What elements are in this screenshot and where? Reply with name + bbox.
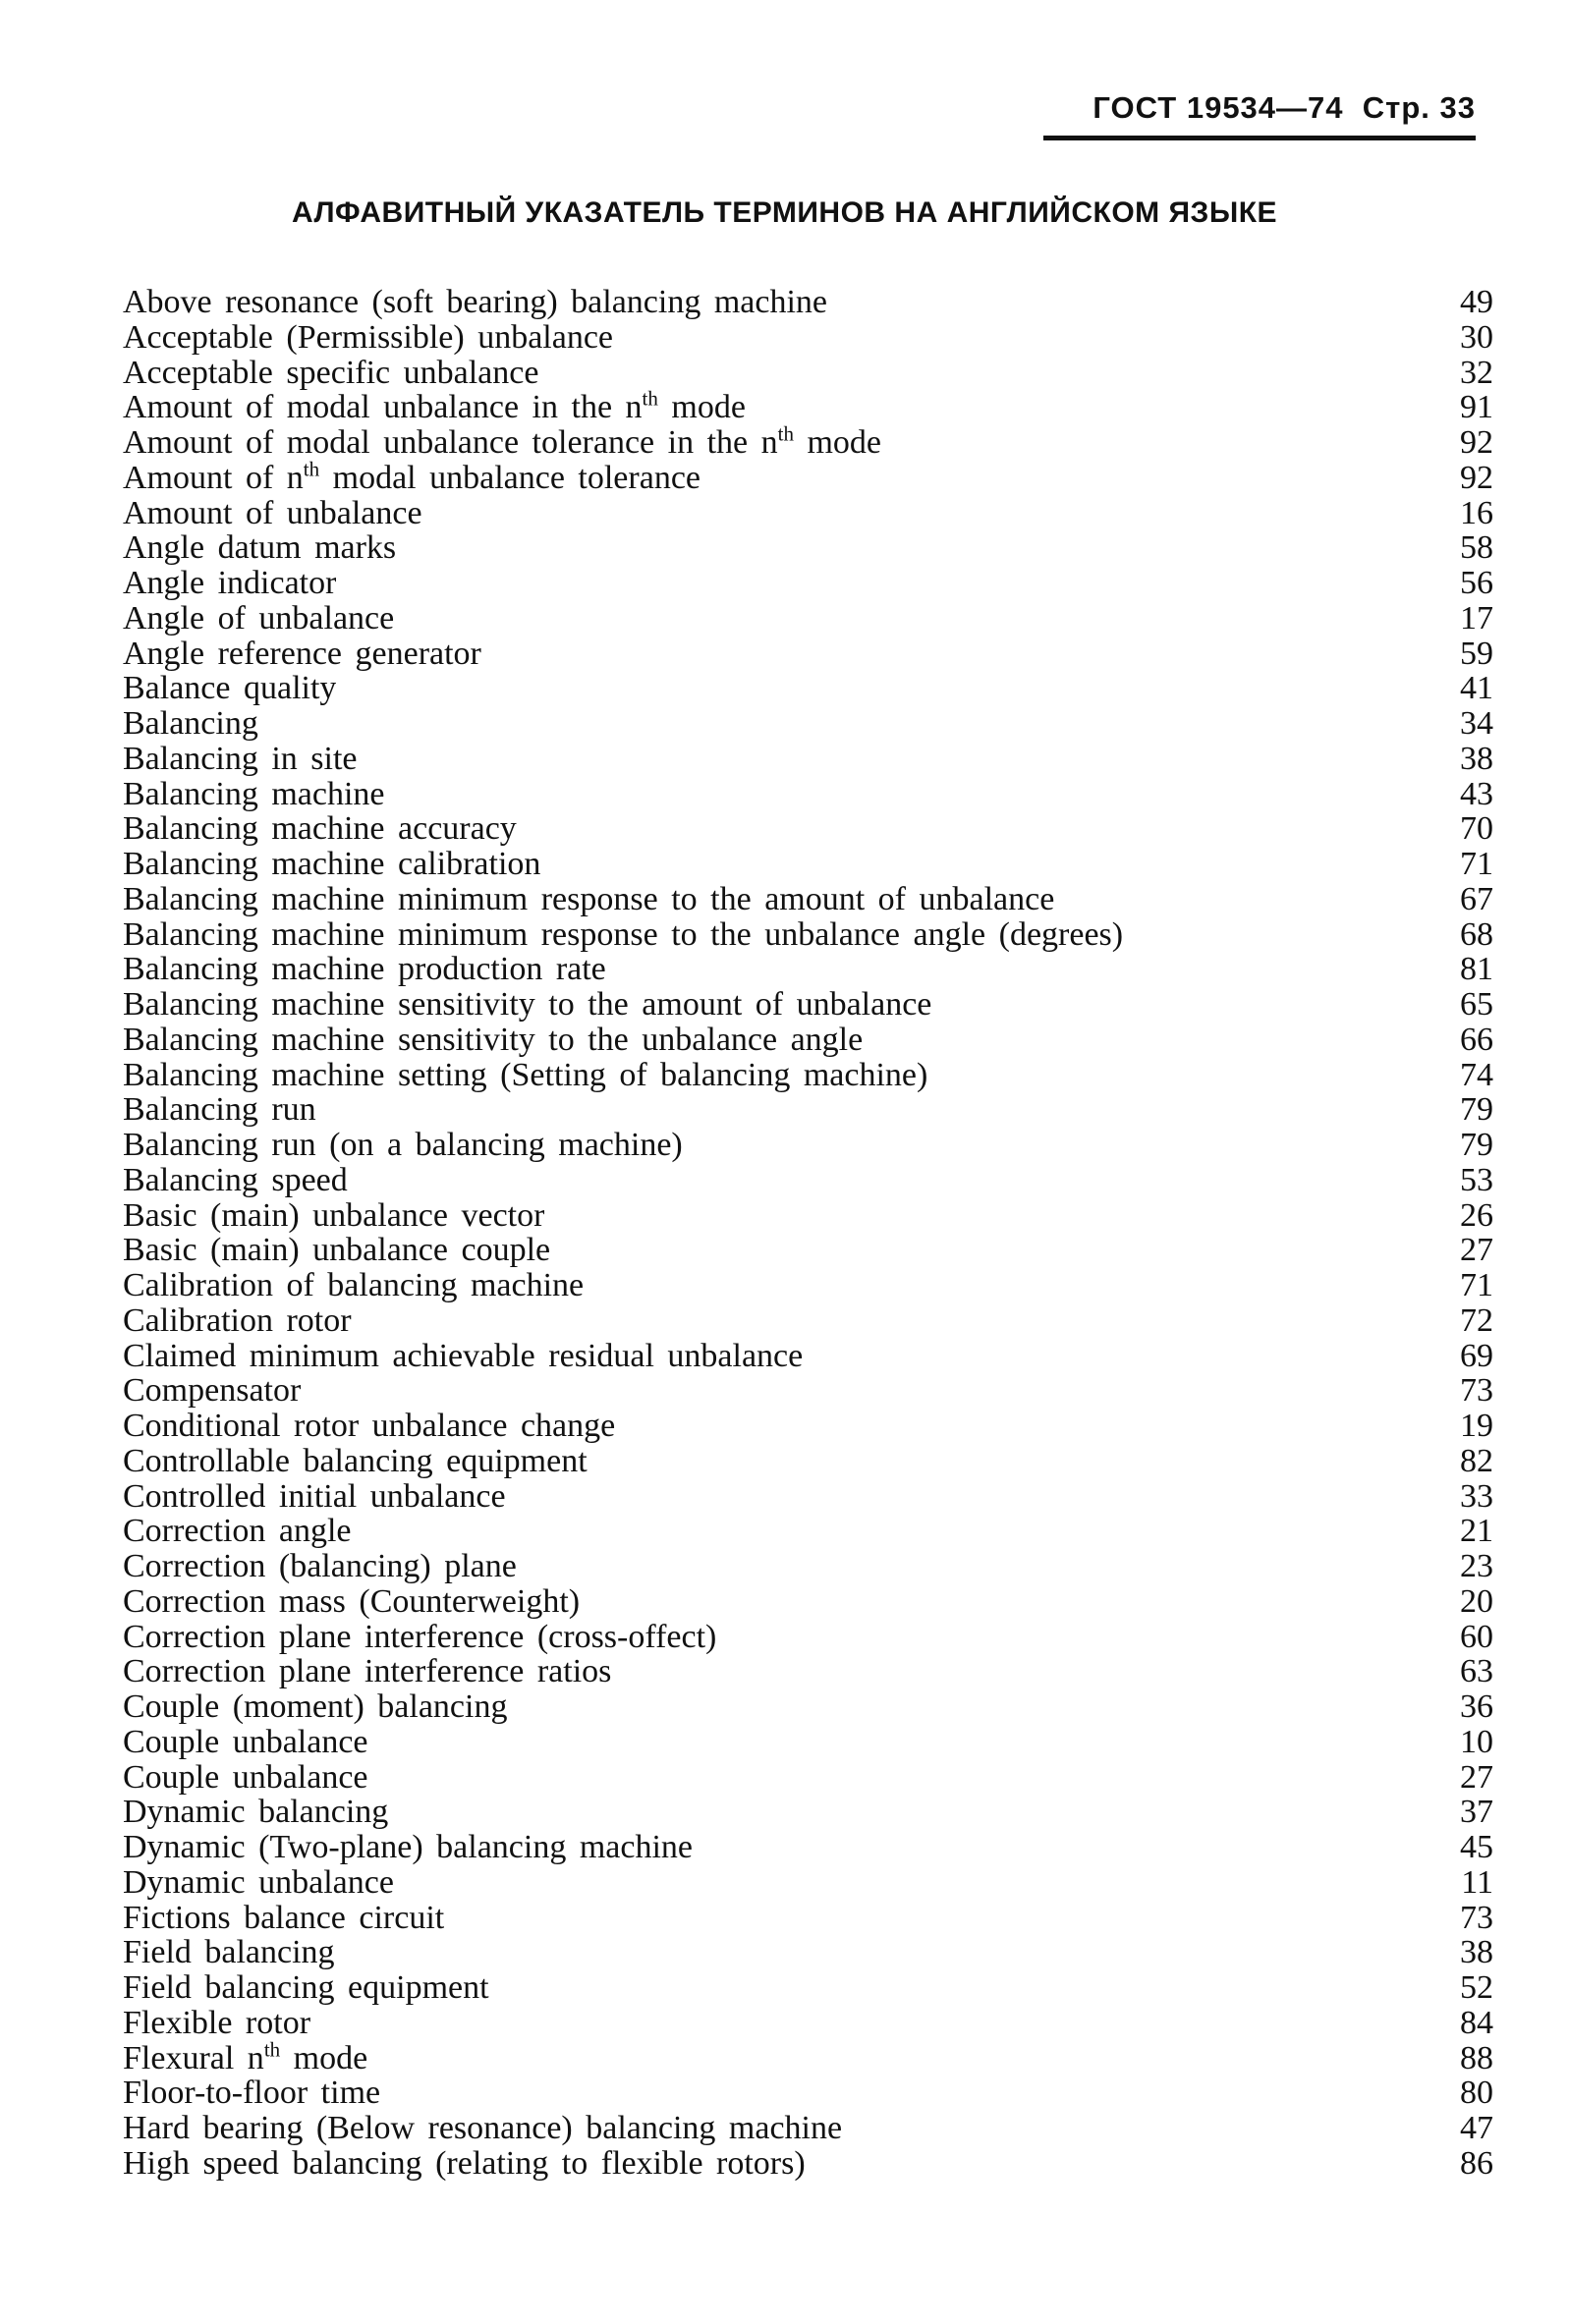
index-ref-number: 30 <box>1460 318 1493 356</box>
index-term: Above resonance (soft bearing) balancing machine <box>123 285 827 320</box>
index-entry <box>123 1689 1493 1725</box>
index-entry <box>123 2111 1493 2146</box>
index-ref-number: 49 <box>1460 284 1493 320</box>
index-term: Balancing machine sensitivity to the amount of unbalance <box>123 987 932 1023</box>
index-term: Couple (moment) balancing <box>123 1689 508 1725</box>
index-ref-number: 23 <box>1460 1548 1493 1584</box>
index-ref-number: 43 <box>1460 775 1493 812</box>
index-term: Balancing in site <box>123 741 358 777</box>
index-ref-number: 91 <box>1460 389 1493 426</box>
index-entry <box>123 1795 1493 1830</box>
index-term: Angle datum marks <box>123 530 397 566</box>
index-term: Correction mass (Counterweight) <box>123 1583 581 1620</box>
index-ref-number: 45 <box>1460 1829 1493 1865</box>
index-entry <box>123 2146 1493 2182</box>
superscript: th <box>777 425 794 446</box>
index-entry <box>123 1654 1493 1689</box>
index-entry <box>123 1479 1493 1515</box>
index-term: Dynamic (Two-plane) balancing machine <box>123 1830 694 1865</box>
index-term: Balancing machine setting (Setting of balancing machine) <box>123 1057 928 1093</box>
index-term: Balancing machine accuracy <box>123 811 517 847</box>
index-term: Couple unbalance <box>123 1759 368 1796</box>
index-ref-number: 80 <box>1460 2075 1493 2112</box>
index-ref-number: 10 <box>1460 1723 1493 1760</box>
index-entry <box>123 1549 1493 1584</box>
index-term: Angle indicator <box>123 566 337 601</box>
index-term: Amount of $n^{th}$ modal unbalance tolerance <box>123 461 700 496</box>
superscript: th <box>303 460 320 481</box>
index-ref-number: 19 <box>1460 1408 1493 1444</box>
index-ref-number: 53 <box>1460 1161 1493 1198</box>
index-ref-number: 84 <box>1460 2004 1493 2041</box>
index-ref-number: 20 <box>1460 1582 1493 1620</box>
index-title: АЛФАВИТНЫЙ УКАЗАТЕЛЬ ТЕРМИНОВ НА АНГЛИЙСКОМ ЯЗЫКЕ <box>291 196 1278 229</box>
index-ref-number: 59 <box>1460 635 1493 672</box>
index-ref-number: 38 <box>1460 740 1493 777</box>
index-entry <box>123 1409 1493 1444</box>
index-ref-number: 79 <box>1460 1127 1493 1163</box>
index-term: Balancing speed <box>123 1162 348 1198</box>
index-list <box>123 285 1493 2182</box>
index-ref-number: 17 <box>1460 599 1493 636</box>
index-term: Basic (main) unbalance couple <box>123 1233 551 1268</box>
index-ref-number: 27 <box>1460 1758 1493 1796</box>
index-term: Dynamic balancing <box>123 1795 389 1830</box>
index-term: Balancing machine production rate <box>123 952 606 987</box>
index-ref-number: 82 <box>1460 1442 1493 1479</box>
index-term: Conditional rotor unbalance change <box>123 1409 616 1444</box>
index-ref-number: 72 <box>1460 1301 1493 1339</box>
index-entry <box>123 320 1493 356</box>
index-entry <box>123 952 1493 987</box>
index-term: Balancing machine minimum response to the unbalance angle (degrees) <box>123 916 1124 953</box>
index-ref-number: 92 <box>1460 459 1493 496</box>
index-ref-number: 11 <box>1461 1863 1493 1901</box>
index-entry <box>123 1935 1493 1970</box>
index-ref-number: 60 <box>1460 1618 1493 1655</box>
index-entry <box>123 390 1493 425</box>
index-ref-number: 86 <box>1460 2144 1493 2182</box>
index-ref-number: 81 <box>1460 951 1493 988</box>
index-term: Amount of unbalance <box>123 495 422 531</box>
index-term: Amount of modal unbalance tolerance in the $n^{th}$ mode <box>123 425 881 461</box>
index-entry <box>123 1092 1493 1128</box>
index-ref-number: 32 <box>1460 354 1493 391</box>
index-ref-number: 41 <box>1460 670 1493 707</box>
index-term: Balancing run <box>123 1092 316 1128</box>
index-term: Correction plane interference ratios <box>123 1654 612 1689</box>
index-term: Calibration rotor <box>123 1302 352 1339</box>
index-term: Dynamic unbalance <box>123 1864 394 1901</box>
index-ref-number: 79 <box>1460 1091 1493 1129</box>
index-term: Correction (balancing) plane <box>123 1549 517 1584</box>
index-entry <box>123 2075 1493 2111</box>
index-ref-number: 69 <box>1460 1337 1493 1374</box>
index-ref-number: 66 <box>1460 1021 1493 1058</box>
index-term: Controllable balancing equipment <box>123 1443 588 1479</box>
index-term: Claimed minimum achievable residual unbalance <box>123 1338 804 1374</box>
index-ref-number: 71 <box>1460 1267 1493 1303</box>
index-entry <box>123 811 1493 847</box>
index-term: Couple unbalance <box>123 1724 368 1760</box>
index-term: Compensator <box>123 1373 302 1409</box>
index-term: Angle of unbalance <box>123 600 395 636</box>
index-ref-number: 26 <box>1460 1196 1493 1234</box>
index-entry <box>123 1233 1493 1268</box>
index-entry <box>123 1023 1493 1058</box>
index-ref-number: 21 <box>1460 1513 1493 1550</box>
index-entry <box>123 917 1493 953</box>
index-entry <box>123 601 1493 636</box>
index-ref-number: 70 <box>1460 810 1493 848</box>
index-term: Acceptable (Permissible) unbalance <box>123 319 614 356</box>
index-entry <box>123 1584 1493 1620</box>
index-entry <box>123 356 1493 391</box>
index-entry <box>123 1163 1493 1198</box>
index-ref-number: 92 <box>1460 424 1493 461</box>
index-term: Calibration of balancing machine <box>123 1268 585 1303</box>
index-entry <box>123 285 1493 320</box>
index-entry <box>123 742 1493 777</box>
index-entry <box>123 566 1493 601</box>
superscript: th <box>263 2040 281 2062</box>
index-term: Flexural $n^{th}$ mode <box>123 2041 367 2076</box>
index-entry <box>123 1373 1493 1409</box>
index-entry <box>123 1901 1493 1936</box>
index-ref-number: 74 <box>1460 1056 1493 1093</box>
index-entry <box>123 1830 1493 1865</box>
index-entry <box>123 1058 1493 1093</box>
index-entry <box>123 1760 1493 1796</box>
index-entry <box>123 496 1493 531</box>
index-entry <box>123 1514 1493 1549</box>
index-ref-number: 16 <box>1460 494 1493 531</box>
index-ref-number: 52 <box>1460 1969 1493 2006</box>
index-term: Fictions balance circuit <box>123 1900 445 1936</box>
index-entry <box>123 1865 1493 1901</box>
index-entry <box>123 1970 1493 2006</box>
index-ref-number: 67 <box>1460 880 1493 917</box>
index-entry <box>123 1198 1493 1234</box>
index-term: Hard bearing (Below resonance) balancing machine <box>123 2111 843 2146</box>
index-term: Flexible rotor <box>123 2005 311 2041</box>
index-entry <box>123 1128 1493 1163</box>
index-ref-number: 27 <box>1460 1232 1493 1269</box>
index-entry <box>123 882 1493 917</box>
superscript: th <box>642 390 658 411</box>
index-term: Amount of modal unbalance in the $n^{th}$ mode <box>123 390 746 425</box>
index-ref-number: 58 <box>1460 529 1493 567</box>
index-entry <box>123 1339 1493 1374</box>
index-entry <box>123 636 1493 672</box>
index-term: Balancing <box>123 706 258 742</box>
standard-number: ГОСТ 19534—74 <box>1093 90 1344 125</box>
index-term: Balance quality <box>123 671 337 706</box>
index-entry <box>123 1303 1493 1339</box>
index-entry <box>123 461 1493 496</box>
index-ref-number: 33 <box>1460 1477 1493 1515</box>
index-entry <box>123 706 1493 742</box>
index-term: Balancing machine <box>123 776 385 812</box>
index-ref-number: 47 <box>1460 2110 1493 2146</box>
index-entry <box>123 2041 1493 2076</box>
index-term: Correction angle <box>123 1514 352 1549</box>
index-term: Balancing machine calibration <box>123 847 541 882</box>
index-ref-number: 38 <box>1460 1934 1493 1971</box>
index-ref-number: 73 <box>1460 1899 1493 1936</box>
index-term: Acceptable specific unbalance <box>123 355 539 391</box>
index-ref-number: 56 <box>1460 565 1493 601</box>
index-ref-number: 88 <box>1460 2039 1493 2076</box>
index-term: Field balancing equipment <box>123 1970 489 2006</box>
index-term: Controlled initial unbalance <box>123 1478 506 1515</box>
index-entry <box>123 530 1493 566</box>
index-ref-number: 68 <box>1460 915 1493 953</box>
index-entry <box>123 777 1493 812</box>
index-entry <box>123 1620 1493 1655</box>
index-term: High speed balancing (relating to flexible rotors) <box>123 2145 806 2182</box>
index-entry <box>123 1725 1493 1760</box>
index-entry <box>123 2006 1493 2041</box>
index-term: Angle reference generator <box>123 636 481 672</box>
page-header <box>1043 90 1476 140</box>
index-ref-number: 65 <box>1460 986 1493 1023</box>
index-ref-number: 63 <box>1460 1653 1493 1690</box>
index-ref-number: 71 <box>1460 846 1493 882</box>
index-term: Correction plane interference (cross-offect) <box>123 1619 717 1655</box>
index-term: Floor-to-floor time <box>123 2075 381 2111</box>
index-ref-number: 34 <box>1460 705 1493 742</box>
index-ref-number: 73 <box>1460 1372 1493 1410</box>
index-term: Basic (main) unbalance vector <box>123 1197 545 1234</box>
index-entry <box>123 847 1493 882</box>
index-entry <box>123 987 1493 1023</box>
index-term: Balancing machine minimum response to the amount of unbalance <box>123 881 1055 917</box>
index-entry <box>123 1444 1493 1479</box>
index-entry <box>123 671 1493 706</box>
index-term: Field balancing <box>123 1935 335 1970</box>
index-entry <box>123 425 1493 461</box>
index-ref-number: 36 <box>1460 1688 1493 1725</box>
index-ref-number: 37 <box>1460 1794 1493 1831</box>
index-entry <box>123 1268 1493 1303</box>
index-term: Balancing machine sensitivity to the unbalance angle <box>123 1022 864 1058</box>
page-number: Стр. 33 <box>1362 90 1476 125</box>
index-term: Balancing run (on a balancing machine) <box>123 1128 683 1163</box>
